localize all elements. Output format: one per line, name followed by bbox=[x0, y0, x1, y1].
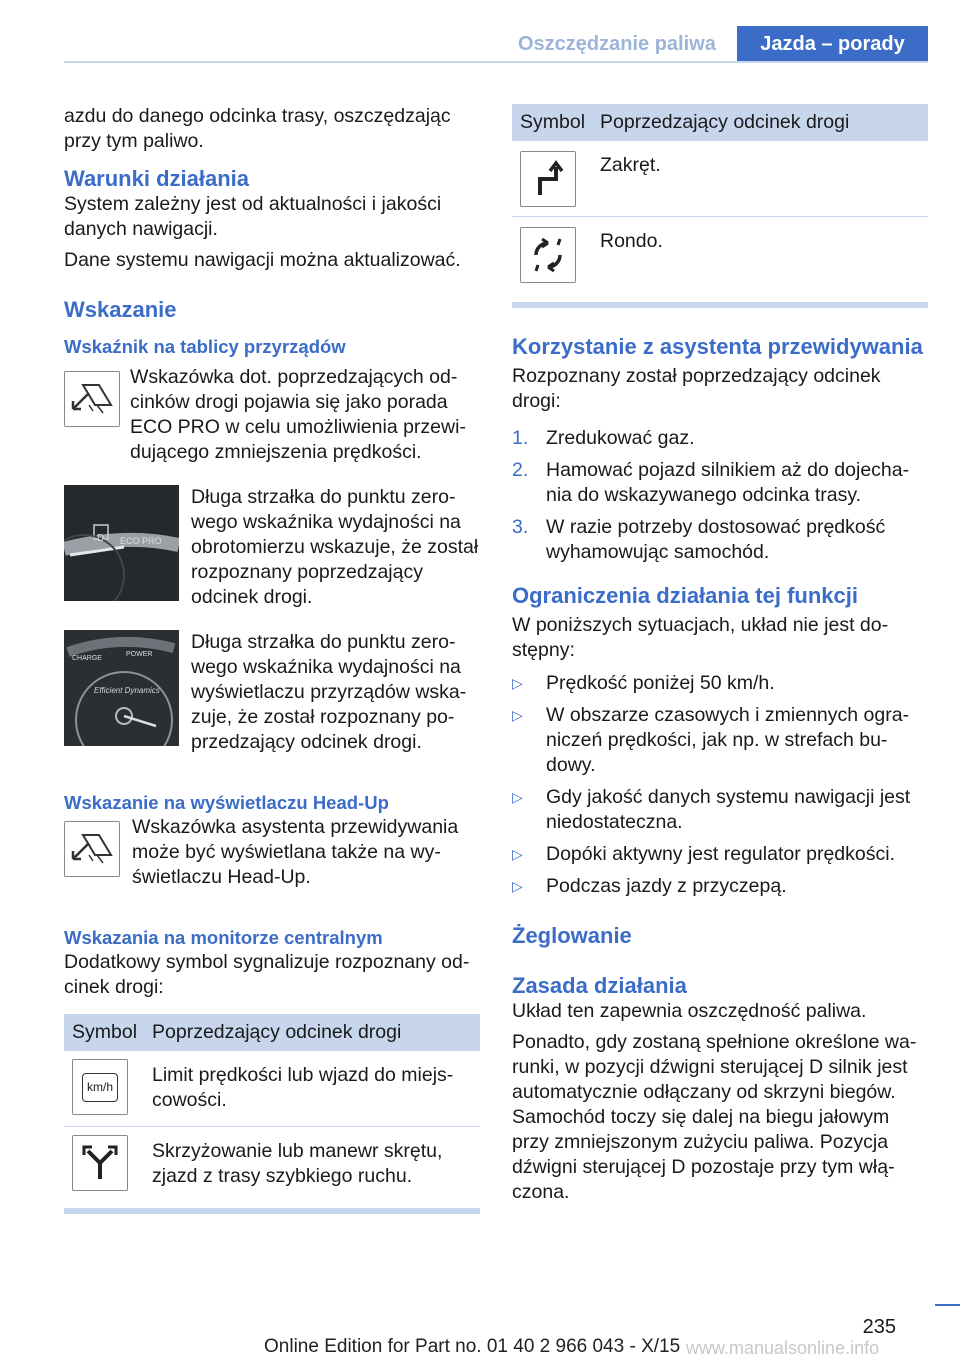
table-row bbox=[64, 1051, 480, 1127]
list-item bbox=[512, 874, 928, 899]
list-item bbox=[512, 703, 928, 778]
principle-p2: Ponadto, gdy zostaną spełnione określone warunki, w pozycji dźwigni sterującej D silnik jest automatycznie odłączany od skrzyni biegów. Samochód toczy się dalej na biegu jałowym przy zmniejszonym zużyciu paliwa. Pozycja dźwigni sterującej D pozostaje przy tym włączona. bbox=[512, 1031, 917, 1203]
speed-limit-icon-text: km/h bbox=[82, 1073, 118, 1102]
footer-rule bbox=[935, 1304, 960, 1306]
limit-text: Gdy jakość danych systemu nawigacji jest niedostateczna. bbox=[546, 786, 911, 833]
heading-display: Wskazanie bbox=[64, 297, 177, 322]
step-text: W razie potrzeby dostosować prędkość wyhamowując samochód. bbox=[546, 516, 886, 563]
junction-icon bbox=[72, 1135, 128, 1191]
photo1-gear: D bbox=[97, 533, 105, 544]
right-symbol-table bbox=[512, 104, 928, 292]
instrument-display-photo bbox=[64, 630, 179, 746]
roundabout-icon bbox=[520, 227, 576, 283]
conditions-p2: Dane systemu nawigacji można aktualizować. bbox=[64, 249, 461, 271]
photo2-text: Długa strzałka do punktu zerowego wskaźnika wydajności na wyświetlaczu przyrządów wskazuje, że został rozpoznany poprzedzający odcinek drogi. bbox=[191, 631, 467, 753]
step-number: 2. bbox=[512, 459, 529, 481]
heading-conditions: Warunki działania bbox=[64, 166, 250, 191]
bullet-icon: ▷ bbox=[512, 878, 523, 894]
table-row bbox=[64, 1127, 480, 1203]
list-item bbox=[512, 785, 928, 835]
bullet-icon: ▷ bbox=[512, 846, 523, 862]
step-number: 3. bbox=[512, 516, 529, 538]
photo2-label-c: Efficient Dynamics bbox=[94, 686, 160, 695]
table-row bbox=[512, 141, 928, 217]
cluster-text: Wskazówka dot. poprzedzających odcinków drogi pojawia się jako porada ECO PRO w celu umożliwienia przewidującego zmniejszenia prędkości. bbox=[130, 366, 466, 463]
table-cell: Zakręt. bbox=[592, 141, 928, 217]
list-item bbox=[512, 842, 928, 867]
hud-anticipation-icon bbox=[64, 821, 120, 877]
cluster-block bbox=[64, 365, 480, 465]
left-table-col-symbol: Symbol bbox=[64, 1014, 144, 1051]
heading-cluster: Wskaźnik na tablicy przyrządów bbox=[64, 336, 346, 357]
list-item bbox=[512, 426, 928, 451]
limit-text: Prędkość poniżej 50 km/h. bbox=[546, 672, 775, 694]
table-row bbox=[512, 217, 928, 293]
limit-text: W obszarze czasowych i zmiennych ograniczeń prędkości, jak np. w strefach budowy. bbox=[546, 704, 910, 776]
right-column bbox=[512, 104, 928, 1205]
use-intro: Rozpoznany został poprzedzający odcinek drogi: bbox=[512, 365, 881, 412]
curve-icon bbox=[520, 151, 576, 207]
bullet-icon: ▷ bbox=[512, 789, 523, 805]
heading-central: Wskazania na monitorze centralnym bbox=[64, 927, 383, 948]
list-item bbox=[512, 515, 928, 565]
right-table-col-desc: Poprzedzający odcinek drogi bbox=[592, 104, 928, 141]
intro-text: azdu do danego odcinka trasy, oszczędzając przy tym paliwo. bbox=[64, 105, 451, 152]
photo1-label: ECO PRO bbox=[120, 536, 162, 546]
edition-line: Online Edition for Part no. 01 40 2 966 043 - X/15 bbox=[264, 1336, 681, 1357]
header-chapter-tab: Jazda – porady bbox=[737, 26, 928, 63]
photo2-block bbox=[64, 630, 480, 755]
table-cell: Skrzyżowanie lub manewr skrętu, zjazd z trasy szybkiego ruchu. bbox=[152, 1140, 443, 1187]
right-table-col-symbol: Symbol bbox=[512, 104, 592, 141]
steps-list bbox=[512, 426, 928, 565]
header-section-tab: Oszczędzanie paliwa bbox=[518, 33, 716, 55]
speed-limit-icon bbox=[72, 1059, 128, 1115]
heading-limits: Ograniczenia działania tej funkcji bbox=[512, 583, 858, 608]
limits-list bbox=[512, 671, 928, 899]
heading-use: Korzystanie z asystenta przewidywania bbox=[512, 334, 923, 359]
list-item bbox=[512, 671, 928, 696]
left-column bbox=[64, 104, 480, 1214]
photo2-label-b: POWER bbox=[126, 651, 153, 658]
limit-text: Podczas jazdy z przyczepą. bbox=[546, 875, 787, 897]
header-rule bbox=[64, 61, 928, 63]
principle-p1: Układ ten zapewnia oszczędność paliwa. bbox=[512, 1000, 867, 1022]
heading-sailing: Żeglowanie bbox=[512, 923, 632, 948]
hud-text: Wskazówka asystenta przewidywania może być wyświetlana także na wyświetlaczu Head-Up. bbox=[132, 816, 459, 888]
heading-hud: Wskazanie na wyświetlaczu Head-Up bbox=[64, 792, 389, 813]
photo2-label-a: CHARGE bbox=[72, 655, 102, 662]
anticipation-icon bbox=[64, 371, 120, 427]
tachometer-photo bbox=[64, 485, 179, 601]
bullet-icon: ▷ bbox=[512, 675, 523, 691]
central-text: Dodatkowy symbol sygnalizuje rozpoznany odcinek drogi: bbox=[64, 951, 470, 998]
limit-text: Dopóki aktywny jest regulator prędkości. bbox=[546, 843, 895, 865]
left-table-bottom-bar bbox=[64, 1208, 480, 1214]
bullet-icon: ▷ bbox=[512, 707, 523, 723]
limits-intro: W poniższych sytuacjach, układ nie jest dostępny: bbox=[512, 614, 889, 661]
hud-block bbox=[64, 815, 480, 890]
right-table-bottom-bar bbox=[512, 302, 928, 308]
photo1-block bbox=[64, 485, 480, 610]
step-text: Zredukować gaz. bbox=[546, 427, 695, 449]
list-item bbox=[512, 458, 928, 508]
watermark: www.manualsonline.info bbox=[686, 1338, 880, 1358]
table-cell: Limit prędkości lub wjazd do miejscowości. bbox=[144, 1051, 480, 1127]
step-text: Hamować pojazd silnikiem aż do dojechania do wskazywanego odcinka trasy. bbox=[546, 459, 910, 506]
left-table-col-desc: Poprzedzający odcinek drogi bbox=[144, 1014, 480, 1051]
page-number: 235 bbox=[862, 1316, 896, 1338]
photo1-text: Długa strzałka do punktu zerowego wskaźnika wydajności na obrotomierzu wskazuje, że został rozpoznany poprzedzający odcinek drogi. bbox=[191, 486, 479, 608]
heading-principle: Zasada działania bbox=[512, 973, 687, 998]
conditions-p1: System zależny jest od aktualności i jakości danych nawigacji. bbox=[64, 193, 442, 240]
left-symbol-table bbox=[64, 1014, 480, 1202]
step-number: 1. bbox=[512, 427, 529, 449]
table-cell: Rondo. bbox=[600, 230, 663, 252]
